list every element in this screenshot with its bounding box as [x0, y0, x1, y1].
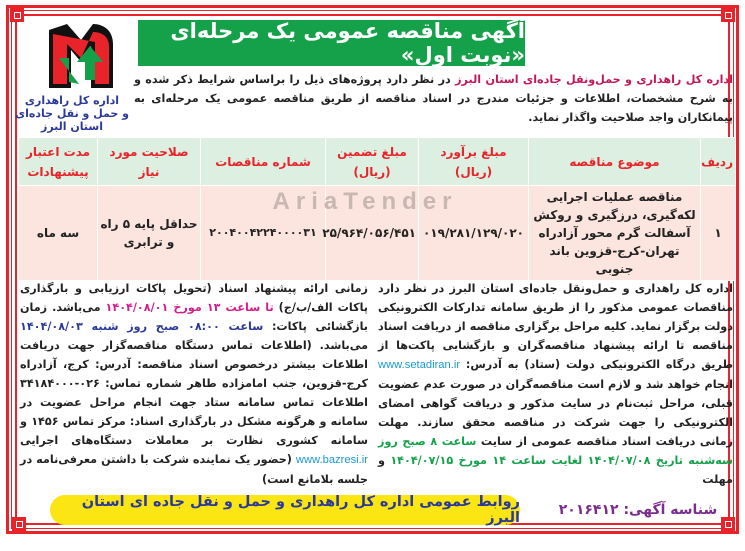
header-qualification: صلاحیت مورد نیاز	[98, 138, 201, 186]
corner-ornament	[10, 8, 24, 22]
ad-id-value: ۲۰۱۶۴۱۲	[558, 502, 619, 518]
submission-deadline: تا ساعت ۱۳ مورخ ۱۴۰۴/۰۸/۰۱	[105, 301, 274, 314]
bazresi-link[interactable]: www.bazresi.ir	[295, 454, 368, 466]
public-relations-banner: روابط عمومی اداره کل راهداری و حمل و نقل جاده ای استان البرز	[50, 495, 520, 525]
text: و مهلت	[378, 454, 733, 486]
cell-subject: مناقصه عملیات اجرایی لکه‌گیری، درزگیری و روکش آسفالت گرم محور آزادراه تهران-کرج-قزوین باند جنوبی	[529, 186, 701, 281]
cell-guarantee: ۲۵/۹۶۴/۰۵۶/۴۵۱	[326, 186, 419, 281]
logo-caption-line1: اداره کل راهداری	[24, 94, 120, 107]
text: زمانی ارائه پیشنهاد اسناد (تحویل پاکات ارزیابی و بارگذاری پاکات الف/ب/ج)	[20, 282, 368, 314]
left-column-text	[20, 279, 368, 489]
header-number: شماره مناقصات	[201, 138, 326, 186]
cell-qualification: حداقل پایه ۵ راه و ترابری	[98, 186, 201, 281]
text-columns	[20, 279, 733, 489]
header-index: ردیف	[701, 138, 736, 186]
text: (حضور یک نماینده شرکت با داشتن معرفی‌نامه در جلسه بلامانع است)	[20, 453, 368, 486]
cell-index: ۱	[701, 186, 736, 281]
document-deadline: ساعت ۸ صبح روز سه‌شنبه تاریخ ۱۴۰۴/۰۷/۰۸ لغایت ساعت ۱۴ مورخ ۱۴۰۴/۰۷/۱۵	[378, 435, 734, 467]
text: می‌باشد. (اطلاعات تماس دستگاه مناقصه‌گزار جهت دریافت اطلاعات بیشتر درخصوص اسناد مناقصه: آدرس: کرج، آزادراه کرج-قزوین، جنب امامزاده طاهر شماره تماس: ۰۲۶-۳۴۱۸۴۰۰۰ اطلاعات تماس سامانه ستاد جهت انجام مراحل عضویت در سامانه و هرگونه مشکل در بارگذاری اسناد: مرکز تماس ۱۴۵۶ و سامانه کشوری نظارت بر معاملات دستگاه‌های اجرایی	[20, 339, 368, 447]
header-subject: موضوع مناقصه	[529, 138, 701, 186]
footer	[20, 495, 733, 525]
cell-number: ۲۰۰۴۰۰۴۲۲۴۰۰۰۰۳۱	[201, 186, 326, 281]
text: انجام خواهد شد و لازم است مناقصه‌گران در صورت عدم عضویت قبلی، مراحل ثبت‌نام در سایت مذکور و دریافت گواهی امضای الکترونیکی را جهت شرکت در مناقصه محقق سازند. مهلت زمانی دریافت اسناد مناقصه عمومی از سایت	[378, 378, 733, 448]
text: می‌باشد. زمان بازگشائی پاکات:	[20, 301, 368, 333]
text: اداره کل راهداری و حمل‌ونقل جاده‌ای استان البرز در نظر دارد مناقصات عمومی مذکور را از طریق سامانه تدارکات الکترونیکی دولت برگزار نماید. کلیه مراحل برگزاری مناقصه از دریافت اسناد مناقصه تا ارائه پیشنهاد مناقصه‌گران و بازگشایی پاکت‌ها از طریق درگاه الکترونیکی دولت (ستاد) به آدرس:	[378, 282, 733, 371]
header-guarantee: مبلغ تضمین (ریال)	[326, 138, 419, 186]
cell-estimate: ۰۱۹/۲۸۱/۱۲۹/۰۲۰	[419, 186, 529, 281]
table-header-row	[19, 138, 736, 186]
corner-ornament	[721, 8, 735, 22]
header-validity: مدت اعتبار پیشنهادات	[19, 138, 98, 186]
ad-title: آگهی مناقصه عمومی یک مرحله‌ای «نوبت اول»	[138, 20, 525, 66]
intro-paragraph	[134, 70, 733, 127]
logo-caption-line2: و حمل و نقل جاده‌ای استان البرز	[14, 107, 130, 133]
tender-table	[18, 137, 736, 281]
intro-text: در نظر دارد پروژه‌های ذیل را براساس شرایط ذکر شده و به شرح مشخصات، اطلاعات و جزئیات مندرج در اسناد مناقصه از طریق مناقصه عمومی یک مرحله‌ای به پیمانکاران واجد صلاحیت واگذار نماید.	[134, 73, 733, 124]
lower-section	[20, 279, 733, 525]
ad-id-label: شناسه آگهی:	[623, 502, 718, 518]
watermark: AriaTender	[272, 188, 458, 215]
setadiran-link[interactable]: www.setadiran.ir	[378, 359, 461, 371]
ad-id	[548, 502, 728, 518]
cell-validity: سه ماه	[19, 186, 98, 281]
opening-time: ساعت ۰۸:۰۰ صبح روز شنبه ۱۴۰۴/۰۸/۰۳	[20, 320, 264, 333]
right-column-text	[378, 279, 733, 489]
header-estimate: مبلغ برآورد (ریال)	[419, 138, 529, 186]
road-organization-logo	[45, 22, 117, 92]
organization-name: اداره کل راهداری و حمل‌ونقل جاده‌ای استان البرز	[455, 73, 733, 86]
table-row	[19, 186, 736, 281]
logo-caption	[14, 94, 130, 133]
